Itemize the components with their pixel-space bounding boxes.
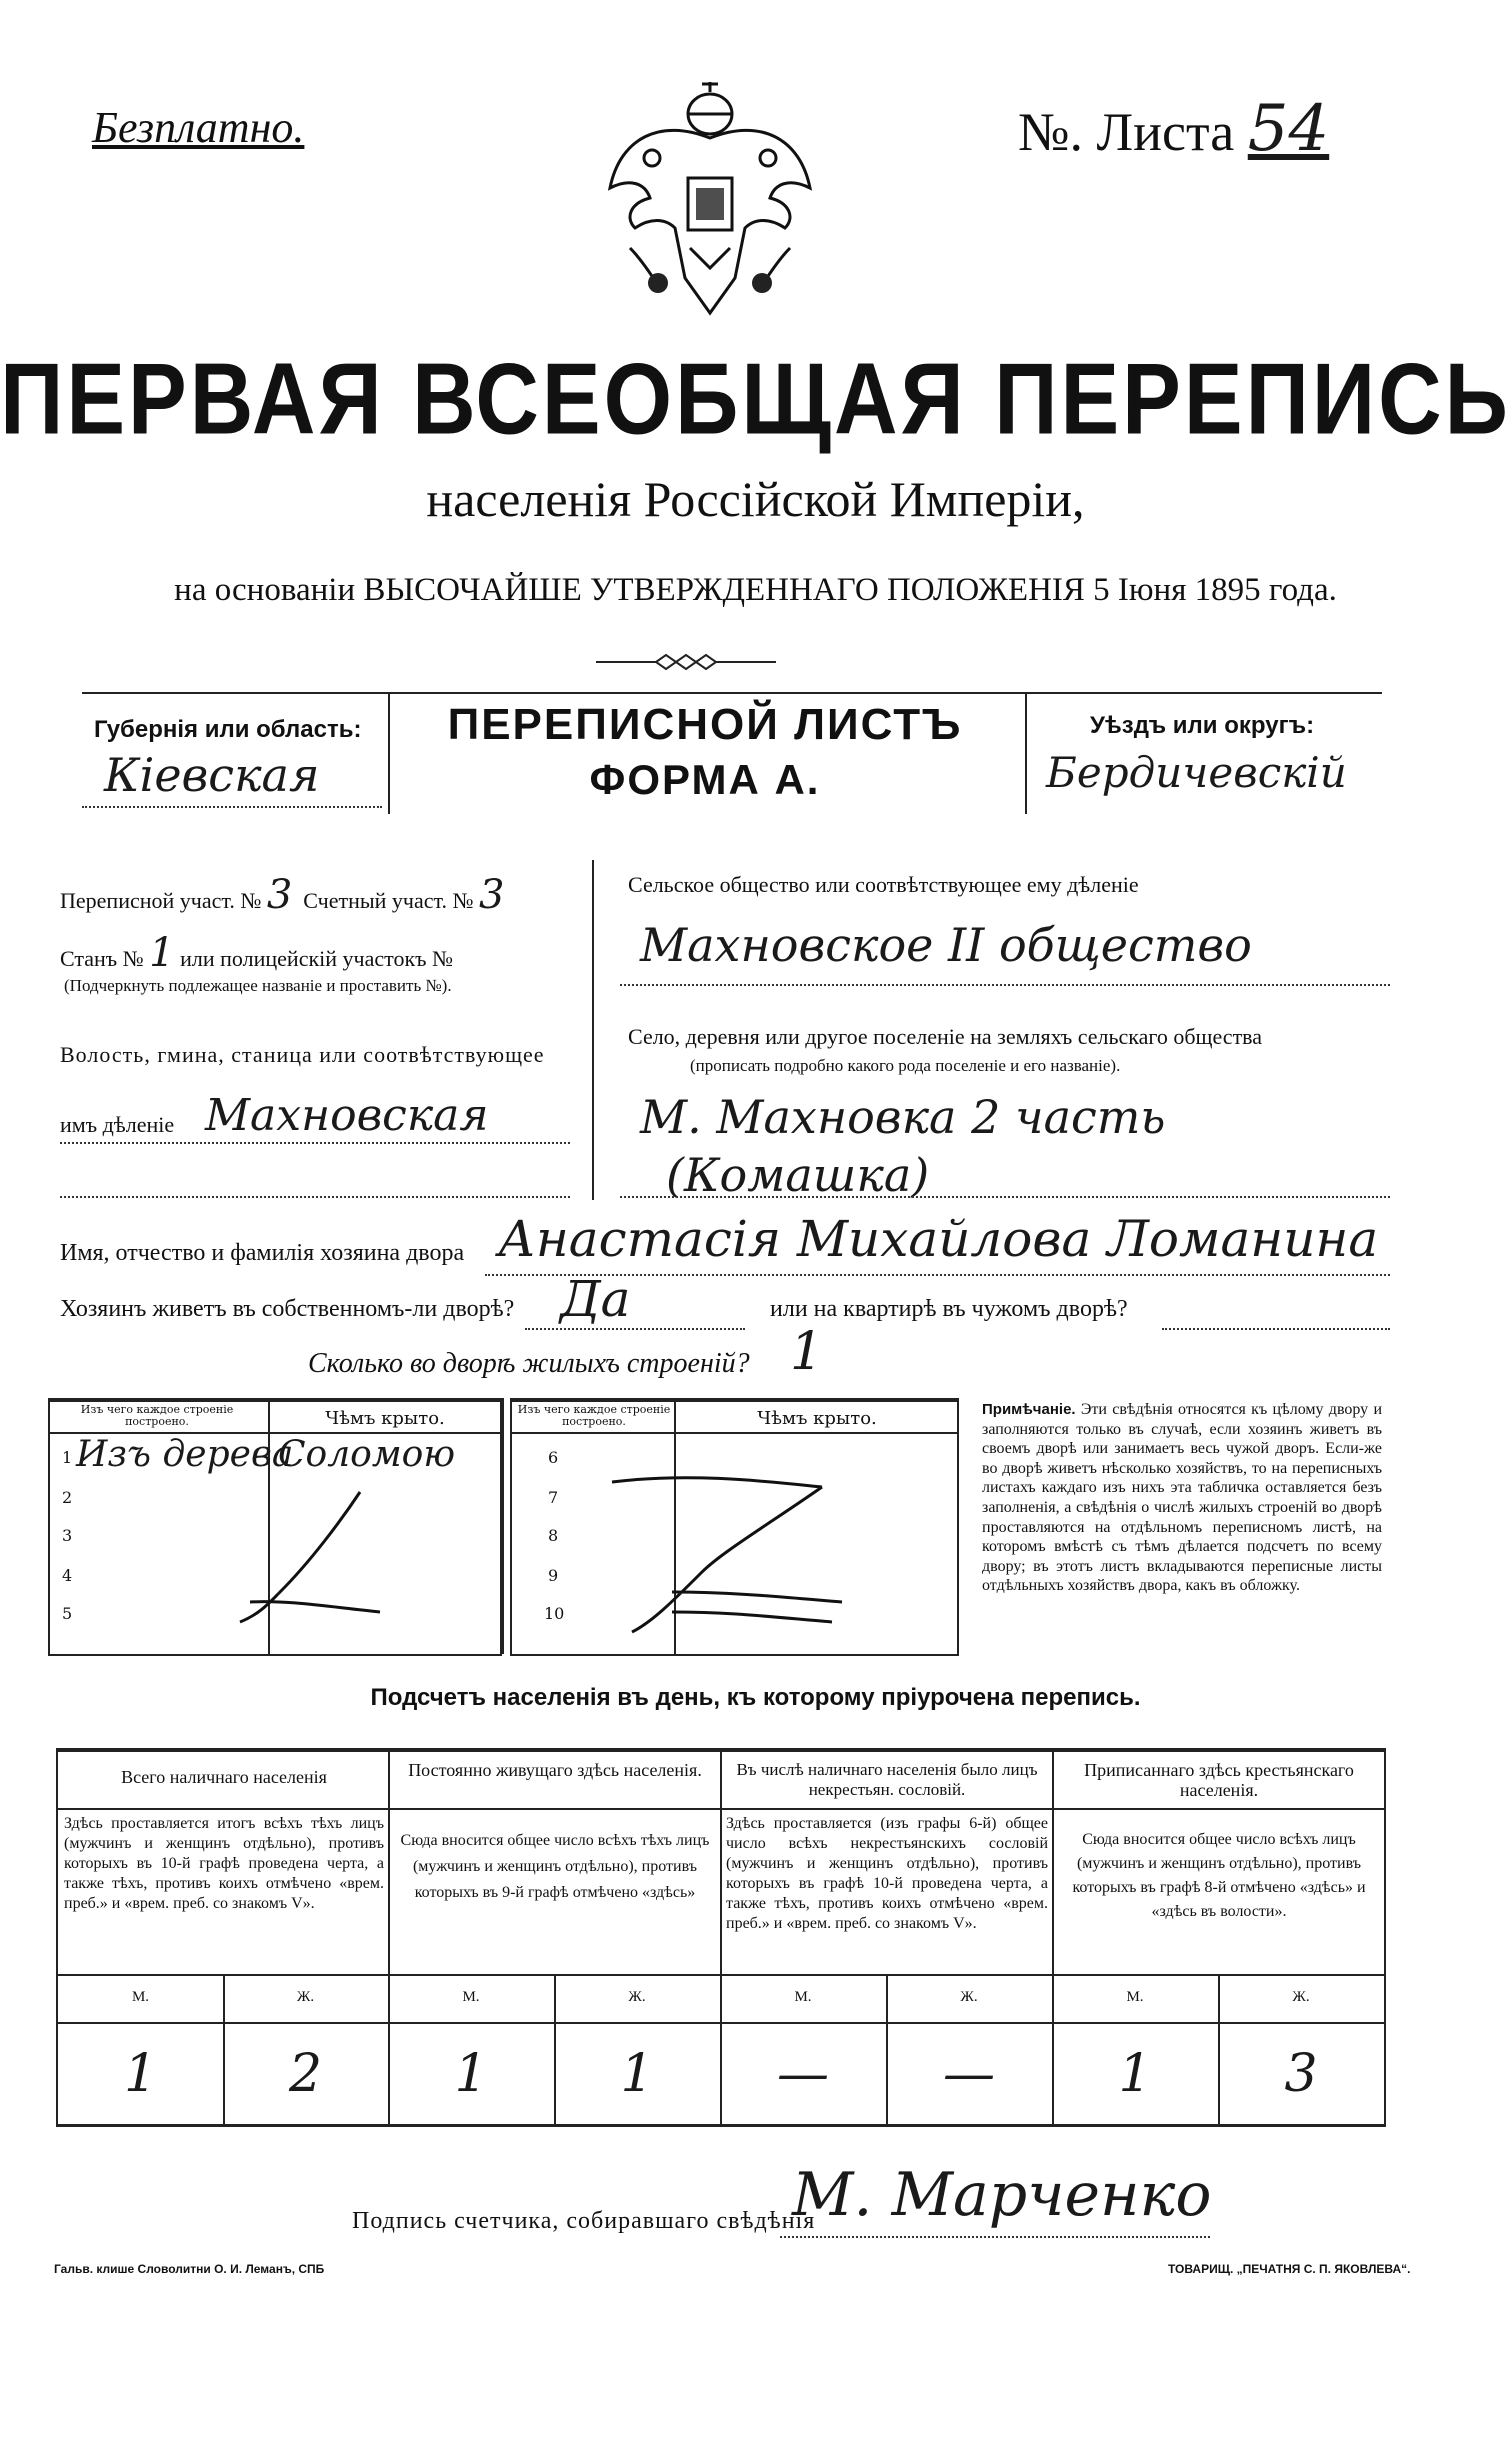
ornament-divider: [596, 652, 776, 672]
pop-f-label-2: Ж.: [628, 1989, 646, 2005]
row-num-2: 2: [62, 1488, 73, 1507]
pop-nonpeasant-f: —: [943, 2044, 995, 2104]
pop-col-3-header: Въ числѣ наличнаго населенія было лицъ некрестьян. сословій.: [736, 1760, 1038, 1799]
row-num-6: 6: [548, 1448, 559, 1467]
pop-col-4-desc: Сюда вносится общее число всѣхъ лицъ (мужчинъ и женщинъ отдѣльно), противъ которыхъ въ графѣ 8-й отмѣчено «здѣсь» и «здѣсь въ волости».: [1072, 1831, 1366, 1920]
left-imprint: Гальв. клише Словолитни О. И. Леманъ, СПБ: [54, 2262, 325, 2276]
stan-field: [60, 930, 453, 976]
buildings-table-right: [510, 1398, 959, 1656]
signature-label: Подпись счетчика, собиравшаго свѣдѣнія: [352, 2208, 816, 2234]
pop-resident-f: 1: [620, 2044, 654, 2104]
owner-name-label: Имя, отчество и фамилія хозяина двора: [60, 1240, 465, 1266]
pop-m-label-3: М.: [794, 1989, 812, 2005]
buildings-table-left: [48, 1398, 502, 1656]
census-section-value: 3: [266, 872, 293, 918]
pop-total-f: 2: [288, 2044, 323, 2104]
village-value-1: М. Махновка 2 часть: [640, 1090, 1166, 1144]
stan-value: 1: [149, 930, 175, 976]
pop-col-2-desc: Сюда вносится общее число всѣхъ тѣхъ лицъ (мужчинъ и женщинъ отдѣльно), противъ которыхъ въ 9-й графѣ отмѣчено «здѣсь»: [400, 1832, 710, 1901]
right-imprint: ТОВАРИЩ. „ПЕЧАТНЯ С. П. ЯКОВЛЕВА“.: [1168, 2262, 1411, 2276]
free-label: Безплатно.: [92, 103, 305, 152]
pop-col-2-header: Постоянно живущаго здѣсь населенія.: [408, 1760, 702, 1780]
volost-value: Махновская: [205, 1090, 489, 1141]
owner-lives-value: Да: [560, 1270, 631, 1328]
count-section-value: 3: [478, 872, 505, 918]
society-label: Сельское общество или соотвѣтствующее ему дѣленіе: [628, 872, 1139, 897]
pop-col-3-desc: Здѣсь проставляется (изъ графы 6-й) общее число всѣхъ некрестьянскихъ сословій (мужчинъ и женщинъ отдѣльно), противъ которыхъ въ графѣ 10-й проведена черта, а также тѣхъ, противъ коихъ отмѣчено «врем. преб.» и «врем. преб. со знакомъ V».: [726, 1815, 1048, 1932]
pop-m-label-2: М.: [462, 1989, 480, 2005]
village-label: Село, деревня или другое поселеніе на земляхъ сельскаго общества: [628, 1024, 1263, 1049]
sheet-number: 54: [1247, 92, 1330, 166]
pop-registered-m: 1: [1118, 2044, 1152, 2104]
pop-m-label-4: М.: [1126, 1989, 1144, 2005]
imperial-eagle-emblem: [590, 78, 830, 323]
owner-lives-label-2: или на квартирѣ въ чужомъ дворѣ?: [770, 1296, 1128, 1322]
district-value: Бердичевскій: [1046, 748, 1347, 797]
row-num-1: 1: [62, 1448, 73, 1467]
row-material-1: Изъ дерева: [76, 1434, 294, 1475]
census-section: [60, 872, 504, 918]
col-material-header: Изъ чего каждое строеніе построено.: [80, 1403, 234, 1428]
volost-label-2: имъ дѣленіе: [60, 1112, 175, 1137]
population-table: [56, 1748, 1386, 2127]
pop-resident-m: 1: [454, 2044, 488, 2104]
pop-col-4-header: Приписаннаго здѣсь крестьянскаго населенія.: [1084, 1760, 1354, 1800]
row-num-5: 5: [62, 1604, 73, 1623]
village-note: (прописать подробно какого рода поселеніе и его названіе).: [690, 1056, 1121, 1075]
pop-f-label-4: Ж.: [1292, 1989, 1310, 2005]
district-label: Уѣздъ или округъ:: [1090, 712, 1315, 739]
count-section-label: Счетный участ. №: [303, 888, 474, 913]
strike-mark-left: [230, 1482, 390, 1632]
underline-note: (Подчеркнуть подлежащее названіе и проставить №).: [64, 976, 452, 995]
volost-label: Волость, гмина, станица или соотвѣтствующее: [60, 1042, 545, 1067]
col-material-header-2: Изъ чего каждое строеніе построено.: [517, 1403, 671, 1428]
row-roof-1: Соломою: [278, 1434, 456, 1475]
police-label: или полицейскій участокъ №: [180, 946, 454, 971]
form-title: ПЕРЕПИСНОЙ ЛИСТЪ: [447, 700, 963, 749]
pop-m-label-1: М.: [131, 1989, 150, 2005]
row-num-9: 9: [548, 1566, 559, 1585]
pop-f-label-3: Ж.: [960, 1989, 978, 2005]
row-num-3: 3: [62, 1526, 73, 1545]
population-title: Подсчетъ населенія въ день, къ которому пріурочена перепись.: [370, 1684, 1141, 1711]
form-letter: ФОРМА А.: [589, 756, 821, 803]
society-value: Махновское II общество: [640, 918, 1252, 972]
col-roof-header-2: Чѣмъ крыто.: [757, 1408, 877, 1429]
pop-total-m: 1: [123, 2044, 158, 2104]
pop-f-label-1: Ж.: [296, 1989, 315, 2005]
row-num-8: 8: [548, 1526, 559, 1545]
village-value-2: (Комашка): [666, 1148, 930, 1202]
sheet-label-text: №. Листа: [1018, 102, 1235, 162]
buildings-value: 1: [790, 1322, 824, 1382]
basis-line: на основаніи ВЫСОЧАЙШЕ УТВЕРЖДЕННАГО ПОЛОЖЕНІЯ 5 Іюня 1895 года.: [174, 572, 1337, 608]
stan-label: Станъ №: [60, 946, 144, 971]
signature-value: М. Марченко: [792, 2160, 1212, 2230]
col-roof-header: Чѣмъ крыто.: [325, 1408, 445, 1429]
pop-col-1-desc: Здѣсь проставляется итогъ всѣхъ тѣхъ лицъ (мужчинъ и женщинъ отдѣльно), противъ которыхъ въ 10-й графѣ проведена черта, а также тѣхъ, противъ коихъ отмѣчено «врем. преб.» и «врем. преб. со знакомъ V».: [64, 1815, 384, 1912]
owner-name-value: Анастасія Михайлова Ломанина: [498, 1210, 1379, 1268]
row-num-7: 7: [548, 1488, 559, 1507]
page-subtitle: населенія Россійской Имперіи,: [426, 471, 1085, 527]
page-title: ПЕРВАЯ ВСЕОБЩАЯ ПЕРЕПИСЬ: [0, 341, 1511, 456]
note-text: Эти свѣдѣнія относятся къ цѣлому двору и заполняются только въ случаѣ, если хозяинъ живетъ въ своемъ дворѣ или занимаетъ весь чужой дворъ. Если-же во дворѣ живетъ нѣсколько хозяйствъ, то на переписныхъ листахъ каждаго изъ нихъ эта табличка оставляется безъ заполненія, а свѣдѣнія о числѣ жилыхъ строеній во дворѣ проставляются на отдѣльномъ переписномъ листѣ, на которомъ вмѣстѣ съ тѣмъ дѣлается подсчетъ по всему двору; въ этотъ листъ вкладываются переписные листы отдѣльныхъ хозяйствъ двора, какъ въ обложку.: [982, 1401, 1382, 1595]
census-section-label: Переписной участ. №: [60, 888, 262, 913]
owner-lives-label: Хозяинъ живетъ въ собственномъ-ли дворѣ?: [60, 1296, 515, 1322]
province-value: Кіевская: [104, 748, 320, 802]
note-block: [982, 1400, 1382, 1596]
pop-col-1-header: Всего наличнаго населенія: [121, 1767, 327, 1787]
row-num-4: 4: [62, 1566, 73, 1585]
note-title: Примѣчаніе.: [982, 1401, 1076, 1418]
pop-registered-f: 3: [1284, 2044, 1318, 2104]
row-num-10: 10: [544, 1604, 565, 1623]
province-label: Губернія или область:: [94, 716, 362, 743]
strike-mark-right: [572, 1442, 872, 1642]
pop-nonpeasant-m: —: [777, 2044, 829, 2104]
buildings-label: Сколько во дворѣ жилыхъ строеній?: [308, 1348, 750, 1379]
sheet-label: [1018, 92, 1329, 166]
